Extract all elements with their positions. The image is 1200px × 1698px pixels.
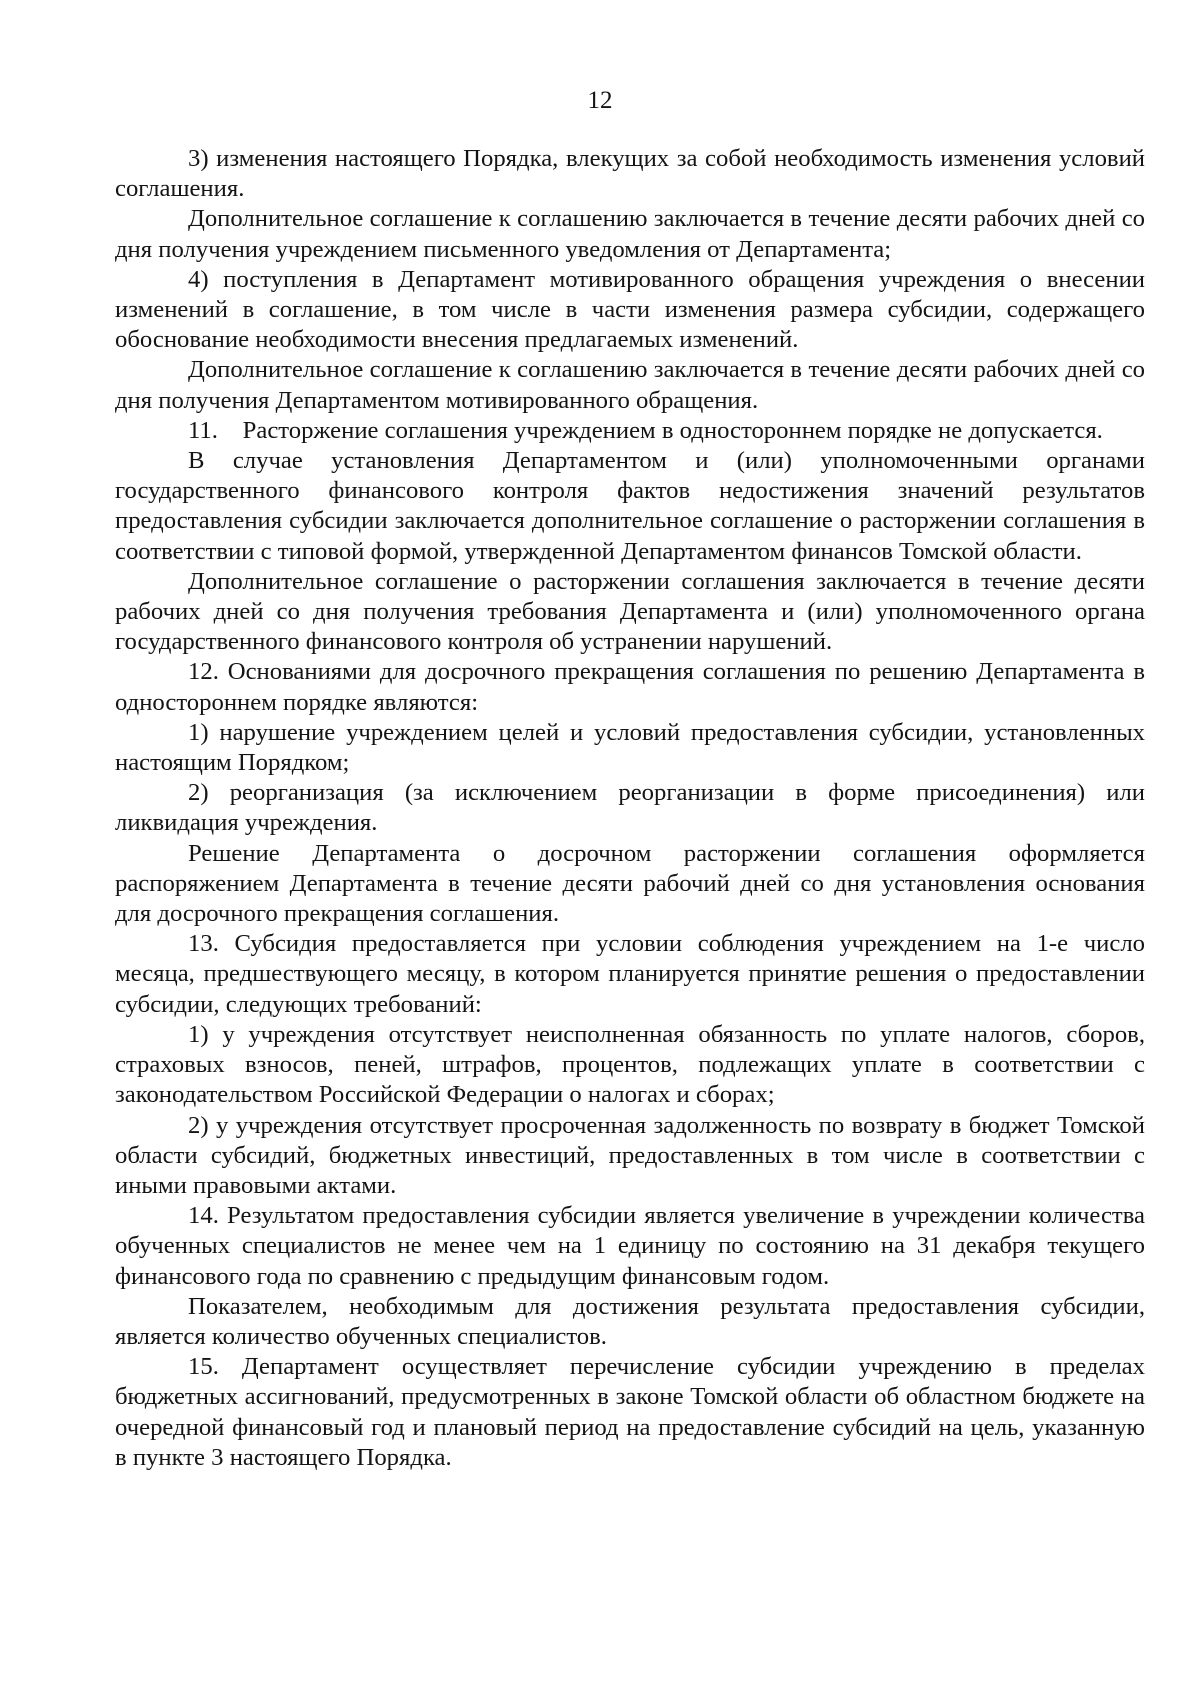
paragraph: Дополнительное соглашение к соглашению заключается в течение десяти рабочих дней со дня получения учреждением письменного уведомления от Департамента; xyxy=(115,205,1145,263)
page-number: 12 xyxy=(587,87,613,114)
paragraph: 3) изменения настоящего Порядка, влекущих за собой необходимость изменения условий соглашения. xyxy=(115,145,1145,203)
paragraph: Дополнительное соглашение к соглашению заключается в течение десяти рабочих дней со дня получения Департаментом мотивированного обращения. xyxy=(115,356,1145,414)
paragraph: 2) у учреждения отсутствует просроченная задолженность по возврату в бюджет Томской области субсидий, бюджетных инвестиций, предоставленных в том числе в соответствии с иными правовыми актами. xyxy=(115,1111,1145,1199)
paragraph: 4) поступления в Департамент мотивированного обращения учреждения о внесении изменений в соглашение, в том числе в части изменения размера субсидии, содержащего обоснование необходимости внесения предлагаемых изменений. xyxy=(115,265,1145,354)
paragraph: 11. Расторжение соглашения учреждением в одностороннем порядке не допускается. xyxy=(188,416,1103,444)
paragraph: Решение Департамента о досрочном расторжении соглашения оформляется распоряжением Департамента в течение десяти рабочий дней со дня установления основания для досрочного прекращения соглашения. xyxy=(115,839,1145,928)
paragraph: 2) реорганизация (за исключением реорганизации в форме присоединения) или ликвидация учреждения. xyxy=(115,779,1145,837)
paragraph: 13. Субсидия предоставляется при условии соблюдения учреждением на 1-е число месяца, предшествующего месяцу, в котором планируется принятие решения о предоставлении субсидии, следующих требований: xyxy=(115,930,1145,1018)
paragraph: Показателем, необходимым для достижения результата предоставления субсидии, является количество обученных специалистов. xyxy=(115,1292,1145,1350)
paragraph: 14. Результатом предоставления субсидии является увеличение в учреждении количества обученных специалистов не менее чем на 1 единицу по состоянию на 31 декабря текущего финансового года по сравнению с предыдущим финансовым годом. xyxy=(115,1202,1145,1290)
paragraph: 15. Департамент осуществляет перечисление субсидии учреждению в пределах бюджетных ассигнований, предусмотренных в законе Томской области об областном бюджете на очередной финансовый год и плановый период на предоставление субсидий на цель, указанную в пункте 3 настоящего Порядка. xyxy=(115,1353,1145,1471)
paragraph: 1) у учреждения отсутствует неисполненная обязанность по уплате налогов, сборов, страховых взносов, пеней, штрафов, процентов, подлежащих уплате в соответствии с законодательством Российской Федерации о налогах и сборах; xyxy=(115,1020,1145,1109)
paragraph: В случае установления Департаментом и (или) уполномоченными органами государственного финансового контроля фактов недостижения значений результатов предоставления субсидии заключается дополнительное соглашение о расторжении соглашения в соответствии с типовой формой, утвержденной Департаментом финансов Томской области. xyxy=(115,447,1145,565)
paragraph: 12. Основаниями для досрочного прекращения соглашения по решению Департамента в одностороннем порядке являются: xyxy=(115,658,1145,716)
paragraph: 1) нарушение учреждением целей и условий предоставления субсидии, установленных настоящим Порядком; xyxy=(115,718,1145,777)
paragraph: Дополнительное соглашение о расторжении соглашения заключается в течение десяти рабочих дней со дня получения требования Департамента и (или) уполномоченного органа государственного финансового контроля об устранении нарушений. xyxy=(115,567,1145,656)
document-body xyxy=(115,144,1145,1473)
